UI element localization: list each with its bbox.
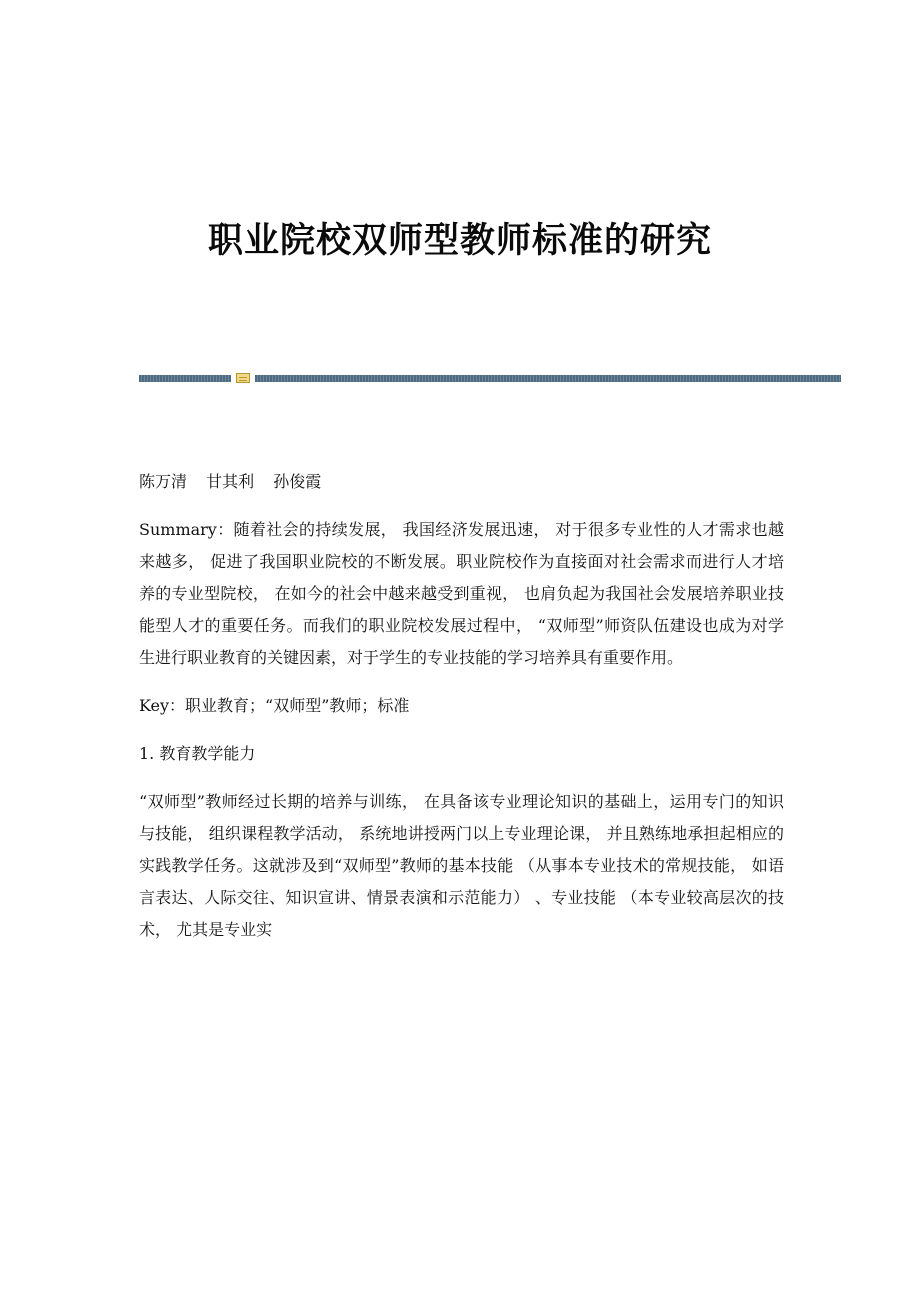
divider-bar-right bbox=[255, 375, 841, 382]
body-paragraph: “双师型”教师经过长期的培养与训练， 在具备该专业理论知识的基础上，运用专门的知识与技能， 组织课程教学活动， 系统地讲授两门以上专业理论课， 并且熟练地承担起相应的实践教学任务。这就涉及到“双师型”教师的基本技能 （从事本专业技术的常规技能， 如语言表达、人际交往、知识宣讲、情景表演和示范能力） 、专业技能 （本专业较高层次的技术， 尤其是专业实 bbox=[139, 792, 784, 939]
keywords-line: Key：职业教育；“双师型”教师；标准 bbox=[139, 696, 410, 715]
author-name: 孙俊霞 bbox=[273, 472, 322, 491]
summary-paragraph: Summary：随着社会的持续发展， 我国经济发展迅速， 对于很多专业性的人才需求也越来越多， 促进了我国职业院校的不断发展。职业院校作为直接面对社会需求而进行人才培养的专业型院校， 在如今的社会中越来越受到重视， 也肩负起为我国社会发展培养职业技能型人才的重要任务。而我们的职业院校发展过程中， “双师型”师资队伍建设也成为对学生进行职业教育的关键因素，对于学生的专业技能的学习培养具有重要作用。 bbox=[139, 520, 784, 667]
title-divider bbox=[139, 372, 841, 384]
document-title: 职业院校双师型教师标准的研究 bbox=[207, 221, 712, 261]
author-name: 陈万清 bbox=[139, 472, 188, 491]
divider-bar-left bbox=[139, 375, 231, 382]
document-body bbox=[139, 466, 784, 962]
author-name: 甘其利 bbox=[206, 472, 255, 491]
author-list bbox=[139, 466, 784, 498]
divider-ornament-icon bbox=[236, 373, 250, 383]
section-heading: 1. 教育教学能力 bbox=[139, 744, 256, 763]
